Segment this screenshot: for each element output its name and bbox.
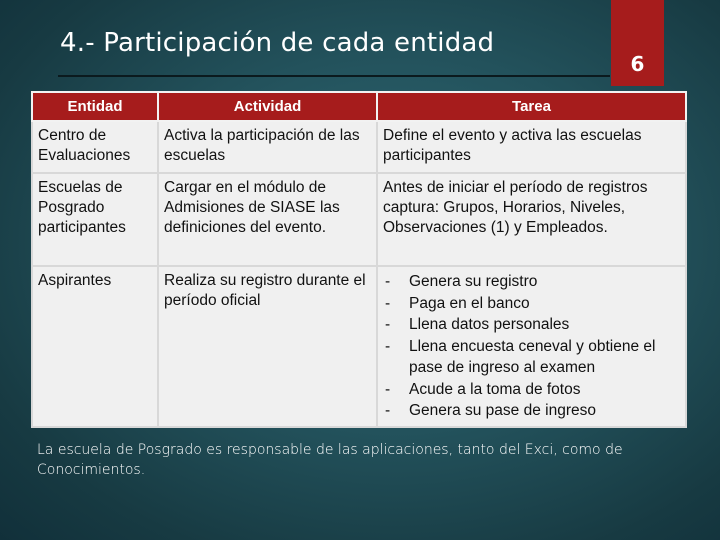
list-item [383,293,680,315]
footnote: La escuela de Posgrado es responsable de las aplicaciones, tanto del Exci, como de Conocimientos. [37,442,623,478]
list-item [383,400,680,422]
dash-bullet: - [385,402,391,419]
page-number: 6 [630,52,645,76]
task-text: Acude a la toma de fotos [409,380,581,398]
participation-table [31,91,687,428]
header-tarea: Tarea [377,92,686,121]
task-text: Llena datos personales [409,316,570,333]
slide-title: 4.- Participación de cada entidad [60,28,495,58]
dash-bullet: - [385,380,391,398]
table-row [32,173,686,266]
cell-entidad: Aspirantes [32,266,158,427]
cell-actividad: Realiza su registro durante el período oficial [158,266,377,427]
task-text: Llena encuesta ceneval y obtiene el pase de ingreso al examen [409,337,656,376]
cell-entidad: Centro de Evaluaciones [32,121,158,173]
cell-tarea: Define el evento y activa las escuelas participantes [377,121,686,173]
task-text: Paga en el banco [409,294,530,312]
page-number-badge [611,0,664,86]
task-text: Genera su pase de ingreso [409,402,596,419]
dash-bullet: - [385,273,391,290]
cell-entidad: Escuelas de Posgrado participantes [32,173,158,266]
task-text: Genera su registro [409,273,538,290]
dash-bullet: - [385,316,391,333]
table-row [32,266,686,427]
cell-tarea: Antes de iniciar el período de registros captura: Grupos, Horarios, Niveles, Observaciones (1) y Empleados. [377,173,686,266]
header-entidad: Entidad [32,92,158,121]
dash-bullet: - [385,294,391,312]
cell-actividad: Cargar en el módulo de Admisiones de SIASE las definiciones del evento. [158,173,377,266]
task-list [383,271,680,422]
table-row [32,121,686,173]
table-header-row [32,92,686,121]
list-item [383,336,680,379]
list-item [383,314,680,336]
header-actividad: Actividad [158,92,377,121]
list-item [383,271,680,293]
title-divider [58,75,610,77]
cell-tarea [377,266,686,427]
dash-bullet: - [385,337,391,355]
cell-actividad: Activa la participación de las escuelas [158,121,377,173]
list-item [383,379,680,401]
